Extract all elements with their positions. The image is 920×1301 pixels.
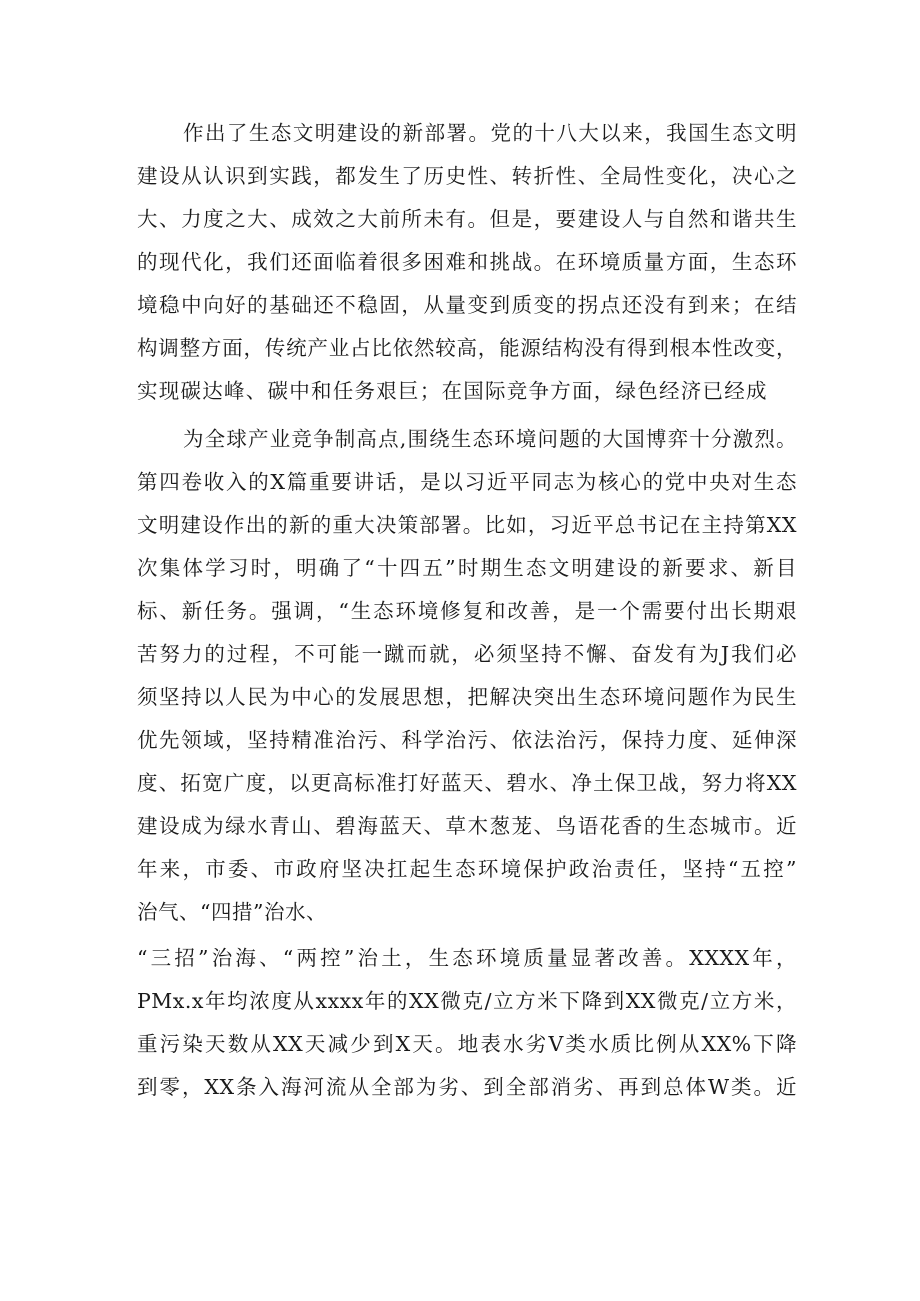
text-line: 境稳中向好的基础还不稳固，从量变到质变的拐点还没有到来；在结 [137, 293, 797, 317]
text-line: PMx.x年均浓度从xxxx年的XX微克/立方米下降到XX微克/立方米， [137, 989, 797, 1013]
text-line: 构调整方面，传统产业占比依然较高，能源结构没有得到根本性改变， [137, 336, 797, 360]
text-line: 第四卷收入的X篇重要讲话，是以习近平同志为核心的党中央对生态 [137, 470, 797, 494]
text-line: 优先领域，坚持精准治污、科学治污、依法治污，保持力度、延伸深 [137, 728, 797, 752]
text-line: 治气、“四措”治水、 [137, 900, 327, 924]
text-line: 大、力度之大、成效之大前所未有。但是，要建设人与自然和谐共生 [137, 207, 797, 231]
text-line: 到零，XX条入海河流从全部为劣、到全部消劣、再到总体W类。近 [137, 1075, 797, 1099]
text-line: 为全球产业竞争制高点,围绕生态环境问题的大国博弈十分激烈。 [183, 427, 797, 451]
text-line: 标、新任务。强调，“生态环境修复和改善，是一个需要付出长期艰 [137, 599, 797, 623]
text-line: 须坚持以人民为中心的发展思想，把解决突出生态环境问题作为民生 [137, 685, 797, 709]
text-line: 重污染天数从XX天减少到X天。地表水劣V类水质比例从XX%下降 [137, 1032, 797, 1056]
text-line: “三招”治海、“两控”治土，生态环境质量显著改善。XXXX年， [137, 946, 797, 970]
text-line: 文明建设作出的新的重大决策部署。比如，习近平总书记在主持第XX [137, 513, 797, 537]
text-line: 次集体学习时，明确了“十四五”时期生态文明建设的新要求、新目 [137, 556, 797, 580]
text-line: 的现代化，我们还面临着很多困难和挑战。在环境质量方面，生态环 [137, 250, 797, 274]
text-line: 建设从认识到实践，都发生了历史性、转折性、全局性变化，决心之 [137, 164, 797, 188]
text-line: 度、拓宽广度，以更高标准打好蓝天、碧水、净土保卫战，努力将XX [137, 771, 797, 795]
text-line: 作出了生态文明建设的新部署。党的十八大以来，我国生态文明 [183, 121, 797, 145]
text-line: 年来，市委、市政府坚决扛起生态环境保护政治责任，坚持“五控” [137, 857, 797, 881]
text-line: 实现碳达峰、碳中和任务艰巨；在国际竞争方面，绿色经济已经成 [137, 379, 767, 403]
text-line: 苦努力的过程，不可能一蹴而就，必须坚持不懈、奋发有为J我们必 [137, 642, 797, 666]
text-line: 建设成为绿水青山、碧海蓝天、草木葱茏、鸟语花香的生态城市。近 [137, 814, 797, 838]
